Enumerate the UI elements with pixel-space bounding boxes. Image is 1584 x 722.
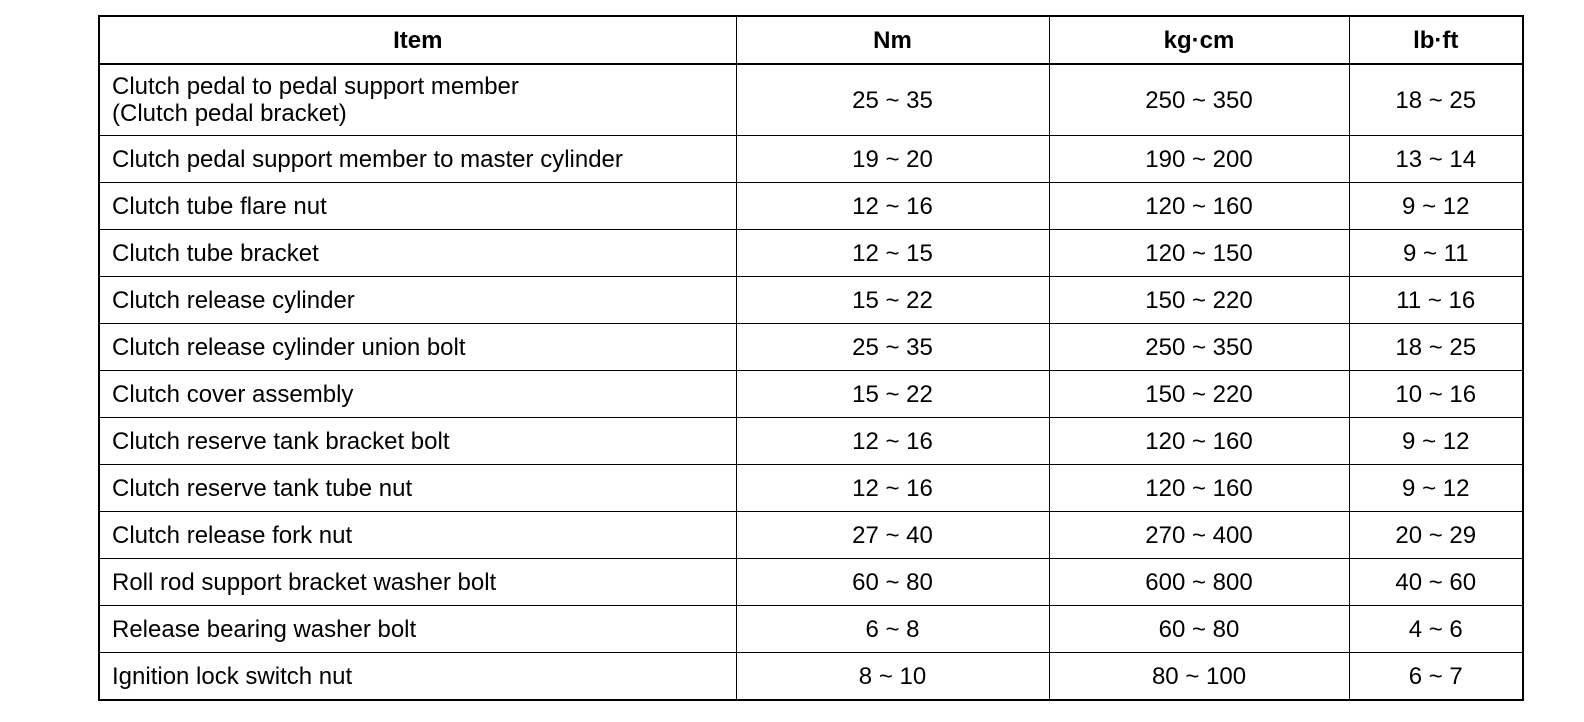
table-row [99,559,1523,606]
lbft-value: 18 ~ 25 [1349,64,1523,136]
table-row [99,183,1523,230]
lbft-value: 11 ~ 16 [1349,277,1523,324]
table-row [99,324,1523,371]
table-row [99,64,1523,136]
nm-value: 27 ~ 40 [736,512,1049,559]
lbft-value: 20 ~ 29 [1349,512,1523,559]
item-name: Clutch release cylinder union bolt [99,324,736,371]
lbft-value: 10 ~ 16 [1349,371,1523,418]
lbft-value: 9 ~ 12 [1349,183,1523,230]
item-cell [99,64,736,136]
nm-value: 8 ~ 10 [736,653,1049,701]
kgcm-value: 120 ~ 150 [1049,230,1349,277]
table-row [99,230,1523,277]
item-name: Clutch reserve tank bracket bolt [99,418,736,465]
item-name: Clutch release fork nut [99,512,736,559]
nm-value: 12 ~ 16 [736,183,1049,230]
item-name: Ignition lock switch nut [99,653,736,701]
header-nm: Nm [736,16,1049,64]
lbft-value: 40 ~ 60 [1349,559,1523,606]
kgcm-value: 120 ~ 160 [1049,418,1349,465]
kgcm-value: 190 ~ 200 [1049,136,1349,183]
table-row [99,277,1523,324]
table-row [99,136,1523,183]
item-name: Clutch release cylinder [99,277,736,324]
nm-value: 6 ~ 8 [736,606,1049,653]
kgcm-value: 250 ~ 350 [1049,64,1349,136]
nm-value: 15 ~ 22 [736,371,1049,418]
lbft-value: 6 ~ 7 [1349,653,1523,701]
nm-value: 25 ~ 35 [736,64,1049,136]
table-body [99,64,1523,700]
item-name: Clutch tube bracket [99,230,736,277]
item-name: Clutch cover assembly [99,371,736,418]
table-row [99,653,1523,701]
nm-value: 12 ~ 15 [736,230,1049,277]
kgcm-value: 250 ~ 350 [1049,324,1349,371]
item-name: Release bearing washer bolt [99,606,736,653]
kgcm-value: 120 ~ 160 [1049,183,1349,230]
lbft-value: 9 ~ 11 [1349,230,1523,277]
lbft-value: 18 ~ 25 [1349,324,1523,371]
nm-value: 15 ~ 22 [736,277,1049,324]
table-row [99,512,1523,559]
kgcm-value: 600 ~ 800 [1049,559,1349,606]
nm-value: 12 ~ 16 [736,465,1049,512]
table-header [99,16,1523,64]
header-item: Item [99,16,736,64]
item-name: Clutch pedal to pedal support member [112,73,519,100]
lbft-value: 9 ~ 12 [1349,465,1523,512]
kgcm-value: 60 ~ 80 [1049,606,1349,653]
item-name-note: (Clutch pedal bracket) [112,100,347,127]
header-lbft: lb·ft [1349,16,1523,64]
item-name: Clutch tube flare nut [99,183,736,230]
kgcm-value: 150 ~ 220 [1049,277,1349,324]
kgcm-value: 150 ~ 220 [1049,371,1349,418]
nm-value: 12 ~ 16 [736,418,1049,465]
kgcm-value: 270 ~ 400 [1049,512,1349,559]
header-kgcm: kg·cm [1049,16,1349,64]
nm-value: 19 ~ 20 [736,136,1049,183]
table-row [99,465,1523,512]
item-name: Clutch pedal support member to master cylinder [99,136,736,183]
nm-value: 60 ~ 80 [736,559,1049,606]
nm-value: 25 ~ 35 [736,324,1049,371]
lbft-value: 4 ~ 6 [1349,606,1523,653]
table-row [99,606,1523,653]
table-row [99,371,1523,418]
kgcm-value: 80 ~ 100 [1049,653,1349,701]
lbft-value: 13 ~ 14 [1349,136,1523,183]
torque-specification-table [98,15,1524,701]
header-row [99,16,1523,64]
kgcm-value: 120 ~ 160 [1049,465,1349,512]
table-row [99,418,1523,465]
item-name: Clutch reserve tank tube nut [99,465,736,512]
item-name: Roll rod support bracket washer bolt [99,559,736,606]
lbft-value: 9 ~ 12 [1349,418,1523,465]
